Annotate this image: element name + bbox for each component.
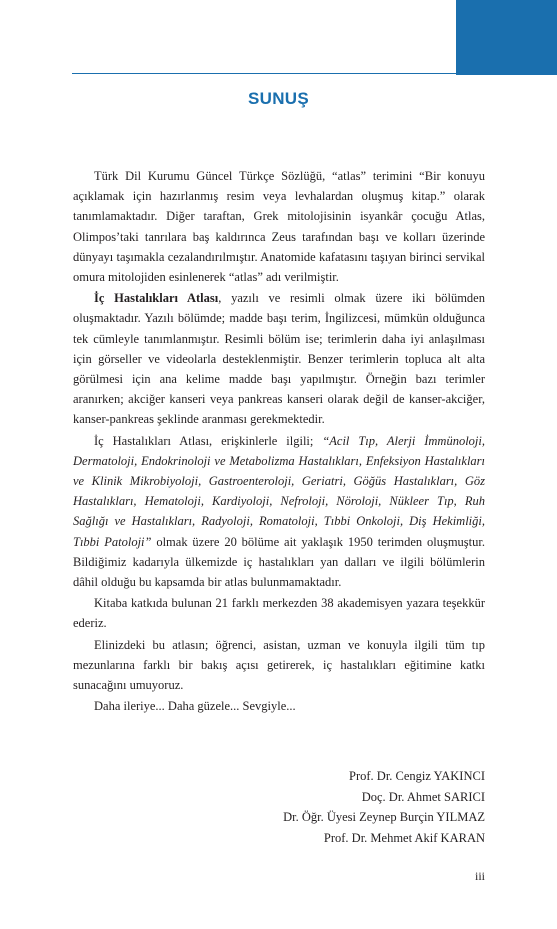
paragraph-2-text: , yazılı ve resimli olmak üzere iki bölümden oluşmaktadır. Yazılı bölümde; madde başı terim, İngilizcesi, mümkün olduğunca tek cümleyle tanımlanmıştır. Resimli bölüm ise; terimlerin daha iyi anlaşılması için görseller ve videolarla desteklenmiştir. Benzer terimlerin topluca alt alta görülmesi için ana kelime madde başı yapılmıştır. Örneğin bazı terimler aranırken; akciğer kanseri veya pankreas kanseri olarak değil de kanser-akciğer, kanser-pankreas şeklinde aranması gerekmektedir.	[73, 291, 485, 427]
header-rule	[72, 73, 457, 74]
corner-color-block	[456, 0, 557, 75]
paragraph-6: Daha ileriye... Daha güzele... Sevgiyle...	[94, 699, 296, 714]
signature-line: Prof. Dr. Cengiz YAKINCI	[349, 769, 485, 783]
signatures	[283, 766, 485, 848]
departments-list-italic: “Acil Tıp, Alerji İmmünoloji, Dermatoloji, Endokrinoloji ve Metabolizma Hastalıkları, Enfeksiyon Hastalıkları ve Klinik Mikrobiyoloji, Gastroenteroloji, Geriatri, Göğüs Hastalıkları, Göz Hastalıkları, Hematoloji, Kardiyoloji, Nefroloji, Nöroloji, Nükleer Tıp, Ruh Sağlığı ve Hastalıkları, Radyoloji, Romatoloji, Tıbbi Onkoloji, Diş Hekimliği, Tıbbi Patoloji”	[73, 433, 485, 549]
paragraph-3-start: İç Hastalıkları Atlası, erişkinlerle ilgili;	[94, 433, 323, 448]
body-text	[73, 166, 485, 717]
paragraph-5: Elinizdeki bu atlasın; öğrenci, asistan, uzman ve konuyla ilgili tüm tıp mezunlarına farklı bir bakış açısı getirerek, iç hastalıkları eğitimine katkı sunacağını umuyoruz.	[73, 637, 485, 693]
paragraph-2	[73, 288, 485, 429]
signature-line: Prof. Dr. Mehmet Akif KARAN	[323, 830, 485, 845]
signature-line: Doç. Dr. Ahmet SARICI	[361, 789, 485, 804]
paragraph-3	[73, 431, 485, 593]
page-title: SUNUŞ	[247, 89, 309, 108]
paragraph-3-end: olmak üzere 20 bölüme ait yaklaşık 1950 terimden oluşmuştur. Bildiğimiz kadarıyla ülkemizde iç hastalıkları yan dalları ve ilgili bölümlerin dâhil olduğu bu kapsamda bir atlas bulunmamaktadır.	[73, 534, 485, 590]
paragraph-4: Kitaba katkıda bulunan 21 farklı merkezden 38 akademisyen yazara teşekkür ederiz.	[73, 596, 485, 631]
page-number: iii	[474, 869, 485, 883]
book-title-bold: İç Hastalıkları Atlası	[94, 291, 219, 306]
signature-line: Dr. Öğr. Üyesi Zeynep Burçin YILMAZ	[283, 810, 485, 824]
paragraph-1: Türk Dil Kurumu Güncel Türkçe Sözlüğü, “atlas” terimini “Bir konuyu açıklamak için hazırlanmış resim veya levhalardan oluşmuş kitap.” olarak tanımlamaktadır. Diğer taraftan, Grek mitolojisinin isyankâr çocuğu Atlas, Olimpos’taki tanrılara baş kaldırınca Zeus tarafından başı ve kolları üzerinde dünyayı taşımakla cezalandırılmıştır. Anatomide kafatasını taşıyan birinci servikal omura mitolojiden esinlenerek “atlas” adı verilmiştir.	[73, 169, 485, 285]
